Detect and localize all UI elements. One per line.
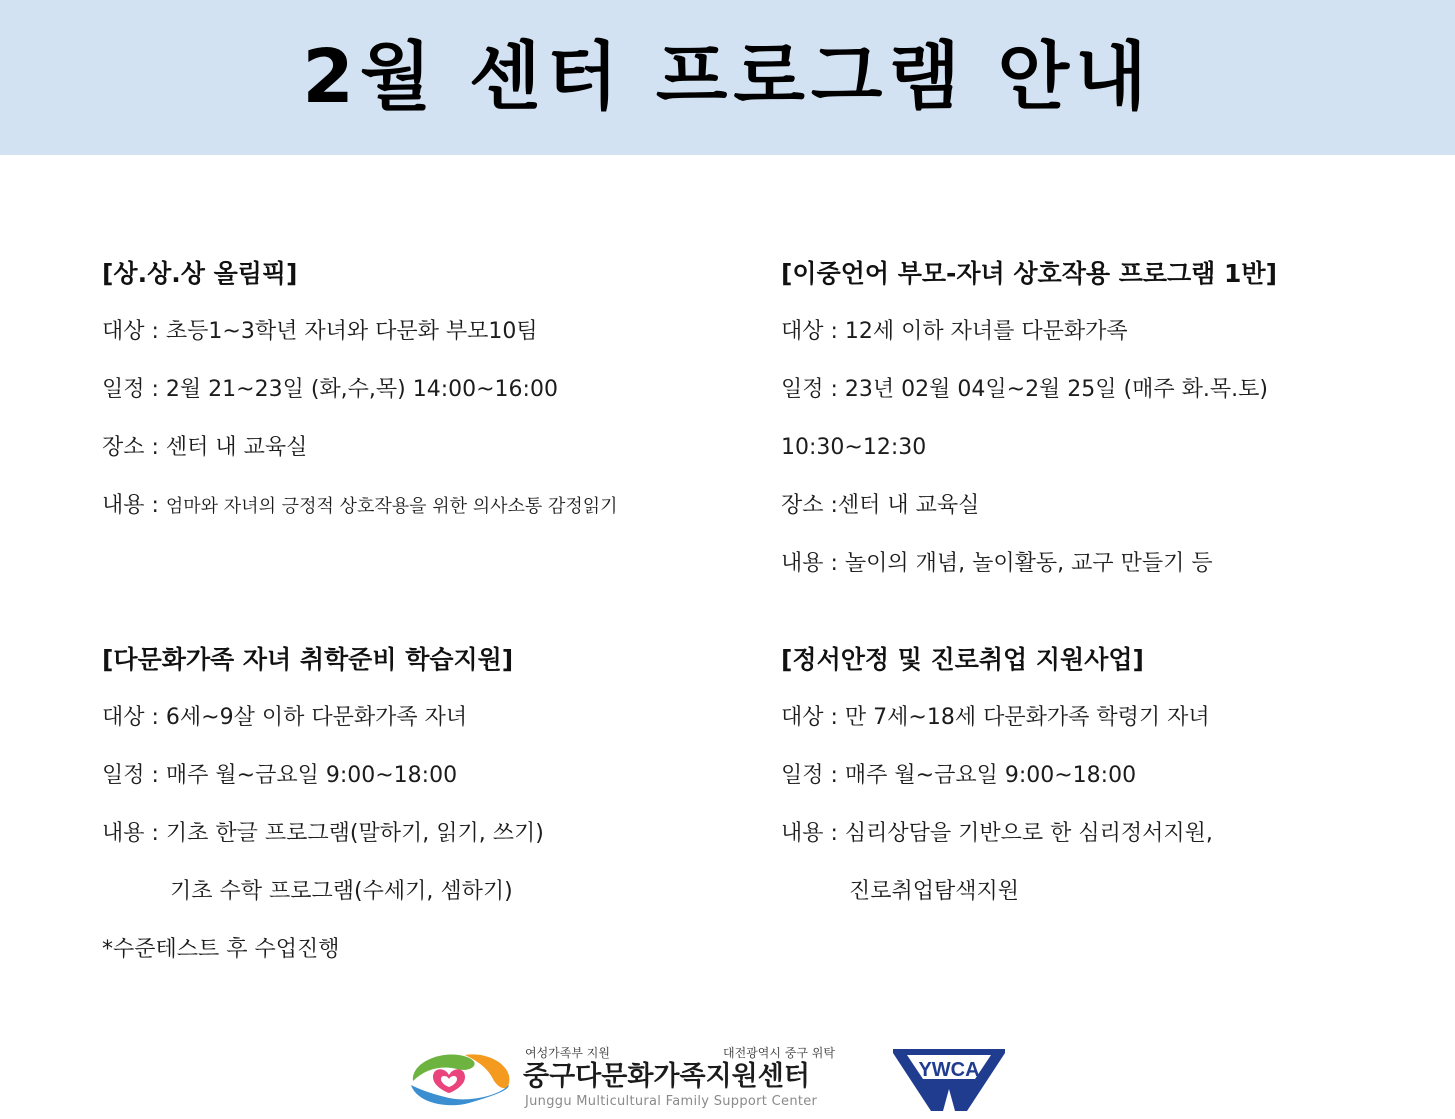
section-emotional-career bbox=[781, 645, 1213, 935]
row-value: *수준테스트 후 수업진행 bbox=[102, 937, 340, 962]
row-label: 대상 : bbox=[102, 319, 166, 344]
row-value: 만 7세~18세 다문화가족 학령기 자녀 bbox=[844, 705, 1210, 730]
schedule-row bbox=[781, 375, 1277, 405]
content-row bbox=[102, 491, 618, 521]
row-label: 장소 : bbox=[781, 493, 838, 518]
row-label: 내용 : bbox=[781, 821, 845, 846]
row-value: 6세~9살 이하 다문화가족 자녀 bbox=[165, 705, 468, 730]
content-row bbox=[781, 819, 1213, 849]
row-value: 엄마와 자녀의 긍정적 상호작용을 위한 의사소통 감정읽기 bbox=[165, 496, 618, 517]
schedule-time-row bbox=[781, 433, 1277, 463]
target-row bbox=[102, 317, 618, 347]
ywca-logo-icon bbox=[893, 1049, 1005, 1111]
row-value: 12세 이하 자녀를 다문화가족 bbox=[844, 319, 1128, 344]
support-agency-text: 여성가족부 지원 bbox=[525, 1046, 610, 1060]
ywca-logo-text: YWCA bbox=[918, 1059, 980, 1081]
place-row bbox=[102, 433, 618, 463]
section-title: [정서안정 및 진로취업 지원사업] bbox=[781, 645, 1144, 674]
row-value: 기초 한글 프로그램(말하기, 읽기, 쓰기) bbox=[165, 821, 544, 846]
content-row bbox=[781, 549, 1277, 579]
row-label: 장소 : bbox=[102, 435, 166, 460]
schedule-row bbox=[102, 761, 544, 791]
commission-text: 대전광역시 중구 위탁 bbox=[723, 1046, 835, 1060]
row-label: 대상 : bbox=[781, 705, 845, 730]
row-label: 일정 : bbox=[781, 377, 845, 402]
row-label: 내용 : bbox=[102, 493, 166, 518]
section-title: [상.상.상 올림픽] bbox=[102, 259, 298, 288]
row-value: 2월 21~23일 (화,수,목) 14:00~16:00 bbox=[165, 377, 558, 402]
row-label: 대상 : bbox=[102, 705, 166, 730]
schedule-row bbox=[781, 761, 1213, 791]
row-value: 초등1~3학년 자녀와 다문화 부모10팀 bbox=[165, 319, 538, 344]
row-label: 일정 : bbox=[781, 763, 845, 788]
header-banner bbox=[0, 0, 1455, 155]
section-title: [다문화가족 자녀 취학준비 학습지원] bbox=[102, 645, 514, 674]
section-bilingual bbox=[781, 259, 1277, 607]
swirl-logo-icon bbox=[405, 1047, 515, 1109]
row-value: 10:30~12:30 bbox=[781, 435, 927, 460]
row-value: 놀이의 개념, 놀이활동, 교구 만들기 등 bbox=[844, 551, 1213, 576]
row-label: 내용 : bbox=[102, 821, 166, 846]
row-label: 일정 : bbox=[102, 763, 166, 788]
place-row bbox=[781, 491, 1277, 521]
row-value: 매주 월~금요일 9:00~18:00 bbox=[165, 763, 458, 788]
page-title: 2월 센터 프로그램 안내 bbox=[302, 34, 1153, 120]
row-value: 기초 수학 프로그램(수세기, 셈하기) bbox=[170, 879, 513, 904]
note-row bbox=[102, 935, 544, 965]
target-row bbox=[102, 703, 544, 733]
target-row bbox=[781, 317, 1277, 347]
content-continued-row bbox=[102, 877, 544, 907]
row-value: 23년 02월 04일~2월 25일 (매주 화.목.토) bbox=[844, 377, 1268, 402]
row-label: 내용 : bbox=[781, 551, 845, 576]
row-value: 센터 내 교육실 bbox=[837, 493, 980, 518]
section-olympic bbox=[102, 259, 618, 549]
row-value: 심리상담을 기반으로 한 심리정서지원, bbox=[844, 821, 1213, 846]
content-continued-row bbox=[781, 877, 1213, 907]
row-label: 대상 : bbox=[781, 319, 845, 344]
center-name: 중구다문화가족지원센터 bbox=[523, 1061, 810, 1092]
section-title: [이중언어 부모-자녀 상호작용 프로그램 1반] bbox=[781, 259, 1277, 288]
section-school-prep bbox=[102, 645, 544, 993]
row-value: 진로취업탐색지원 bbox=[849, 879, 1020, 904]
row-value: 매주 월~금요일 9:00~18:00 bbox=[844, 763, 1137, 788]
center-name-english: Junggu Multicultural Family Support Center bbox=[525, 1094, 818, 1109]
target-row bbox=[781, 703, 1213, 733]
row-label: 일정 : bbox=[102, 377, 166, 402]
row-value: 센터 내 교육실 bbox=[165, 435, 308, 460]
center-logo bbox=[405, 1043, 1005, 1115]
content-row bbox=[102, 819, 544, 849]
schedule-row bbox=[102, 375, 618, 405]
